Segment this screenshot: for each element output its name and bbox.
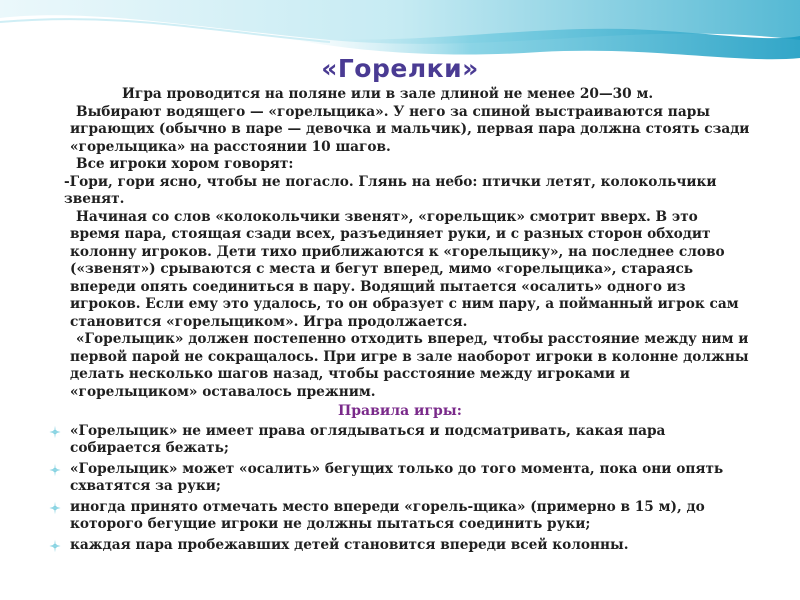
- paragraph-gameplay: Начиная со слов «колокольчики звенят», «горельщик» смотрит вверх. В это время пара, стоящая сзади всех, разъединяет руки, и с разных сторон обходит колонну игроков. Дети тихо приближаются к «горелыцику», на последнее слово («звенят») срываются с места и бегут вперед, мимо «горелыцика», стараясь впереди опять соединиться в пару. Водящий пытается «осалить» одного из игроков. Если ему это удалось, то он образует с ним пару, а пойманный игрок сам становится «горелыцикoм». Игра продолжается.: [70, 208, 739, 330]
- list-item: [0, 461, 750, 496]
- paragraph-chorus: Все игроки хором говорят:: [76, 156, 294, 172]
- paragraph-distance: «Горелыцик» должен постепенно отходить вперед, чтобы расстояние между ним и первой парой не сокращалось. При игре в зале наоборот игроки в колонне должны делать несколько шагов назад, чтобы расстояние между игроками и «горелыцикoм» оставалось прежним.: [70, 331, 749, 400]
- star-bullet-icon: [48, 539, 62, 553]
- rule-text: «Горелыцик» не имеет права оглядываться и подсматривать, какая пара собирается бежать;: [70, 422, 666, 456]
- star-bullet-icon: [48, 425, 62, 439]
- star-bullet-icon: [48, 463, 62, 477]
- rules-heading: Правила игры:: [338, 403, 462, 419]
- paragraph-choose-leader: Выбирают водящего — «горелыцика». У него за спиной выстраиваются пары играющих (обычно в паре — девочка и мальчик), первая пара должна стоять сзади «горелыцика» на расстоянии 10 шагов.: [70, 103, 750, 155]
- rules-list: [0, 423, 800, 555]
- list-item: [0, 423, 750, 458]
- rule-text: иногда принято отмечать место впереди «горель-щика» (примерно в 15 м), до которого бегущие игроки не должны пытаться соединить руки;: [70, 498, 705, 532]
- list-item: [0, 537, 750, 555]
- rule-text: каждая пара пробежавших детей становится впереди всей колонны.: [70, 536, 629, 553]
- star-bullet-icon: [48, 501, 62, 515]
- list-item: [0, 499, 750, 534]
- paragraph-rhyme: -Гори, гори ясно, чтобы не погасло. Глянь на небо: птички летят, колокольчики звенят.: [64, 173, 717, 207]
- document-body: [0, 86, 800, 557]
- rule-text: «Горелыцик» может «осалить» бегущих только до того момента, пока они опять схватятся за руки;: [70, 460, 724, 494]
- paragraph-intro: Игра проводится на поляне или в зале длиной не менее 20—30 м.: [122, 86, 654, 102]
- page-title: «Горелки»: [321, 54, 479, 83]
